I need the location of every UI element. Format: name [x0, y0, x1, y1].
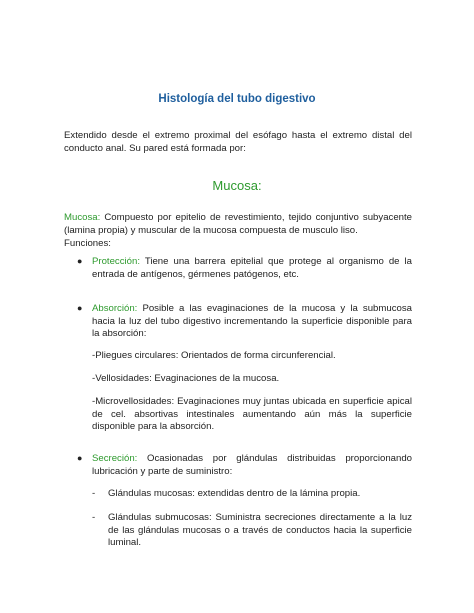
bullet-icon: ●: [77, 256, 83, 266]
secrecion-item: Glándulas mucosas: extendidas dentro de la lámina propia.: [108, 488, 361, 499]
bullet-proteccion: [92, 256, 412, 281]
bullet-text: Posible a las evaginaciones de la mucosa y la submucosa hacia la luz del tubo digestivo incrementando la superficie disponible para la absorción:: [92, 303, 412, 340]
secrecion-item: Glándulas submucosas: Suministra secreciones directamente a la luz de las glándulas mucosas o a través de conductos hacia la superficie luminal.: [108, 512, 412, 549]
bullet-secrecion: [92, 453, 412, 478]
absorcion-item: -Microvellosidades: Evaginaciones muy juntas ubicada en superficie apical de cel. absortivas intestinales aumentando aún más la superficie disponible para la absorción.: [92, 396, 412, 433]
dash-icon: -: [92, 512, 96, 523]
absorcion-item: -Pliegues circulares: Orientados de forma circunferencial.: [92, 350, 336, 361]
mucosa-label: Mucosa:: [64, 212, 101, 223]
page-title: Histología del tubo digestivo: [158, 93, 316, 105]
section-heading-mucosa: Mucosa:: [212, 178, 262, 193]
mucosa-paragraph: [64, 212, 412, 237]
bullet-label: Protección:: [92, 256, 140, 267]
bullet-text: Ocasionadas por glándulas distribuidas proporcionando lubricación y parte de suministro:: [92, 453, 412, 477]
bullet-absorcion: [92, 303, 412, 341]
funciones-label: Funciones:: [64, 238, 111, 249]
mucosa-text: Compuesto por epitelio de revestimiento, tejido conjuntivo subyacente (lamina propia) y muscular de la mucosa compuesta de musculo liso.: [64, 212, 412, 236]
bullet-icon: ●: [77, 453, 83, 463]
intro-paragraph: Extendido desde el extremo proximal del esófago hasta el extremo distal del conducto anal. Su pared está formada por:: [64, 130, 412, 154]
bullet-label: Secreción:: [92, 453, 138, 464]
bullet-text: Tiene una barrera epitelial que protege al organismo de la entrada de antígenos, gérmenes patógenos, etc.: [92, 256, 412, 280]
bullet-label: Absorción:: [92, 303, 138, 314]
dash-icon: -: [92, 488, 96, 499]
bullet-icon: ●: [77, 303, 83, 313]
absorcion-item: -Vellosidades: Evaginaciones de la mucosa.: [92, 373, 280, 384]
